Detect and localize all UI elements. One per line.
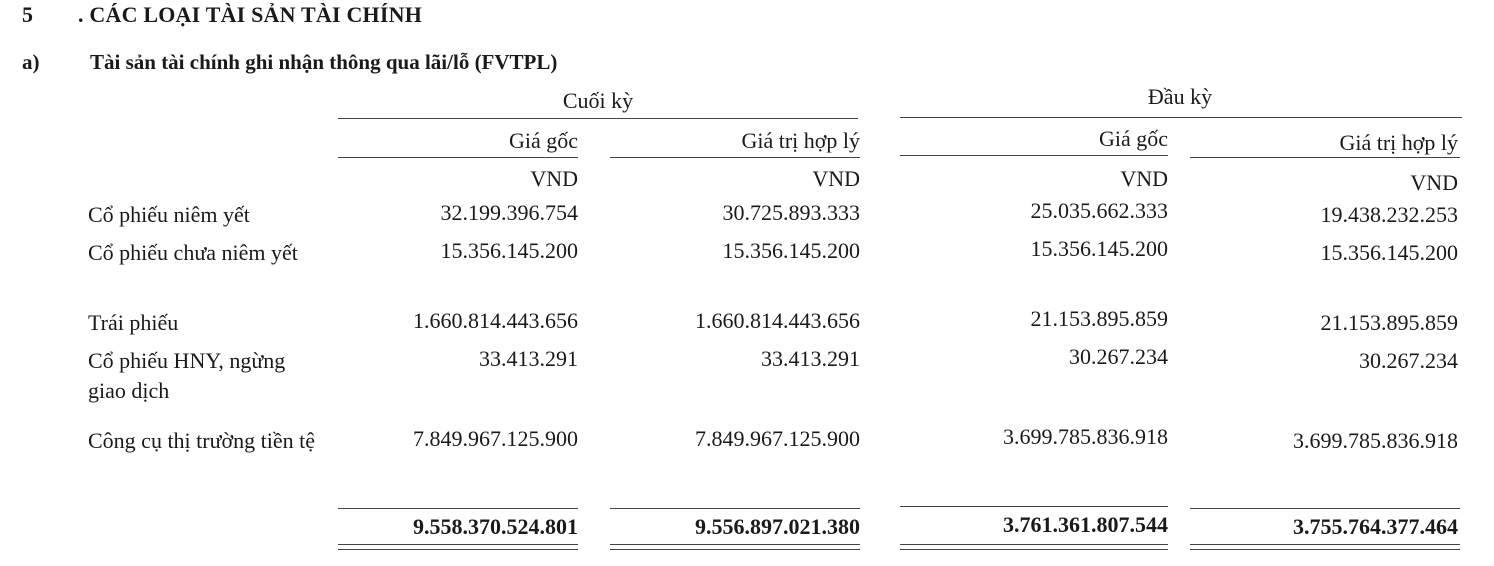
row-end-fair: 15.356.145.200 — [722, 238, 860, 263]
row-end-cost: 7.849.967.125.900 — [413, 426, 578, 451]
row-end-fair: 1.660.814.443.656 — [695, 308, 860, 333]
subsection-title: Tài sản tài chính ghi nhận thông qua lãi/lỗ (FVTPL) — [90, 50, 558, 74]
total-rule-top — [338, 508, 578, 509]
total-double-rule — [1190, 544, 1460, 550]
row-start-fair: 30.267.234 — [1359, 348, 1458, 373]
row-end-cost: 33.413.291 — [479, 346, 578, 371]
col-end-fair-unit: VND — [812, 166, 860, 191]
total-rule-top — [610, 508, 860, 509]
total-rule-top — [1190, 508, 1460, 509]
row-start-cost: 15.356.145.200 — [1030, 236, 1168, 261]
row-start-cost: 3.699.785.836.918 — [1003, 424, 1168, 449]
total-double-rule — [900, 544, 1168, 550]
total-rule-top — [900, 506, 1168, 507]
total-double-rule — [338, 544, 578, 550]
row-end-fair: 33.413.291 — [761, 346, 860, 371]
col-start-cost-header: Giá gốc — [1098, 126, 1168, 151]
total-end-fair: 9.556.897.021.380 — [695, 514, 860, 539]
total-end-cost: 9.558.370.524.801 — [413, 514, 578, 539]
row-start-fair: 21.153.895.859 — [1320, 310, 1458, 335]
col-end-cost-rule — [338, 157, 578, 158]
row-end-cost: 32.199.396.754 — [440, 200, 578, 225]
row-end-fair: 7.849.967.125.900 — [695, 426, 860, 451]
col-end-cost-header: Giá gốc — [508, 128, 578, 153]
total-double-rule — [610, 544, 860, 550]
row-label: Trái phiếu — [88, 310, 179, 335]
col-end-fair-rule — [610, 157, 860, 158]
row-label: Cổ phiếu niêm yết — [88, 202, 250, 227]
row-label: Cổ phiếu HNY, ngừng giao dịch — [88, 348, 286, 403]
row-start-cost: 25.035.662.333 — [1030, 198, 1168, 223]
row-label: Công cụ thị trường tiền tệ — [88, 428, 316, 453]
col-start-cost-unit: VND — [1120, 166, 1168, 191]
total-start-cost: 3.761.361.807.544 — [1003, 512, 1168, 537]
period-start-rule — [900, 117, 1462, 118]
row-start-fair: 3.699.785.836.918 — [1293, 428, 1458, 453]
col-end-fair-header: Giá trị hợp lý — [741, 128, 860, 153]
row-start-cost: 30.267.234 — [1069, 344, 1168, 369]
row-start-cost: 21.153.895.859 — [1030, 306, 1168, 331]
col-start-fair-rule — [1190, 157, 1460, 158]
row-end-fair: 30.725.893.333 — [722, 200, 860, 225]
row-start-fair: 15.356.145.200 — [1320, 240, 1458, 265]
period-start-header: Đầu kỳ — [1147, 84, 1213, 109]
row-end-cost: 15.356.145.200 — [440, 238, 578, 263]
row-end-cost: 1.660.814.443.656 — [413, 308, 578, 333]
section-number: 5 — [22, 2, 33, 27]
period-end-header: Cuối kỳ — [562, 88, 634, 113]
period-end-rule — [338, 118, 858, 119]
subsection-label: a) — [22, 50, 40, 74]
row-start-fair: 19.438.232.253 — [1320, 202, 1458, 227]
section-title: . CÁC LOẠI TÀI SẢN TÀI CHÍNH — [78, 2, 423, 27]
row-label: Cổ phiếu chưa niêm yết — [88, 240, 298, 265]
col-start-cost-rule — [900, 155, 1168, 156]
col-start-fair-header: Giá trị hợp lý — [1339, 130, 1458, 155]
col-start-fair-unit: VND — [1410, 170, 1458, 195]
col-end-cost-unit: VND — [530, 166, 578, 191]
total-start-fair: 3.755.764.377.464 — [1293, 514, 1458, 539]
